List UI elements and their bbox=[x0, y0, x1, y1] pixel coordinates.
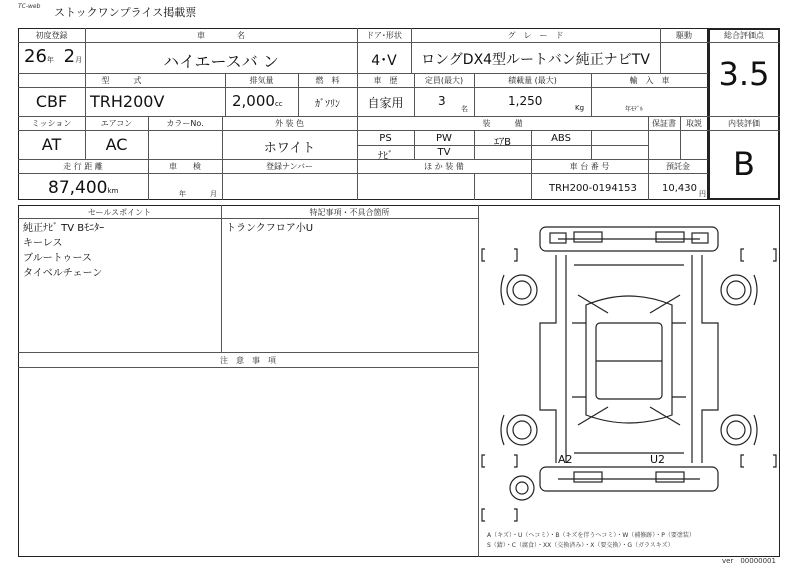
equip-ps: PS bbox=[379, 133, 392, 144]
load-unit: Kg bbox=[575, 104, 585, 112]
label-fuel: 燃 料 bbox=[315, 76, 340, 85]
damage-mark-a2: A2 bbox=[558, 453, 573, 466]
model-prefix-value: CBF bbox=[35, 92, 68, 111]
legend-line-1: A（キズ）・U（ヘコミ）・B（キズを伴うヘコミ）・W（補修跡）・P（要塗装） bbox=[487, 532, 695, 539]
label-chassis: 車 台 番 号 bbox=[569, 162, 610, 171]
mission-value: AT bbox=[41, 135, 62, 154]
label-equipment: 装 備 bbox=[482, 119, 523, 128]
deposit-unit: 円 bbox=[699, 190, 706, 198]
label-type: 型 式 bbox=[101, 76, 142, 85]
inspection-year: 年 bbox=[179, 190, 186, 198]
label-overall-score: 総合評価点 bbox=[724, 31, 764, 40]
grade-value: ロングDX4型ルートバン純正ナビTV bbox=[421, 52, 650, 68]
special-notes-list bbox=[226, 221, 313, 236]
aircon-value: AC bbox=[105, 135, 128, 154]
equip-airbag: ｴｱB bbox=[494, 137, 511, 148]
overall-score-value: 3.5 bbox=[718, 55, 770, 93]
history-value: 自家用 bbox=[367, 96, 404, 110]
label-other-equipment: ほ か 装 備 bbox=[424, 162, 464, 171]
damage-mark-u2: U2 bbox=[650, 453, 666, 466]
deposit-value: 10,430 bbox=[662, 183, 697, 194]
version-label: ver 00000001 bbox=[722, 557, 776, 565]
list-item: トランクフロア小U bbox=[226, 223, 314, 234]
load-value: 1,250 bbox=[508, 94, 543, 108]
label-history: 車 歴 bbox=[373, 76, 398, 85]
equip-navi: ﾅﾋﾞ bbox=[378, 151, 393, 162]
inspection-month: 月 bbox=[210, 190, 217, 198]
car-name-value: ハイエースバ ン bbox=[163, 52, 279, 71]
label-import: 輸 入 車 bbox=[629, 76, 670, 85]
label-aircon: エアコン bbox=[100, 119, 133, 128]
label-plate: 登録ナンバー bbox=[265, 162, 314, 171]
label-inspection: 車 検 bbox=[169, 162, 201, 171]
capacity-value: 3 bbox=[438, 94, 446, 108]
label-warranty: 保証書 bbox=[652, 119, 676, 128]
label-first-reg: 初度登録 bbox=[35, 31, 68, 40]
list-item: ブルートゥース bbox=[23, 253, 92, 264]
vehicle-diagram bbox=[478, 205, 780, 557]
label-sales-points: セールスポイント bbox=[87, 208, 152, 217]
exterior-value: ホワイト bbox=[263, 141, 316, 156]
label-manual: 取説 bbox=[686, 119, 702, 128]
label-mission: ミッション bbox=[31, 119, 72, 128]
label-caution: 注 意 事 項 bbox=[220, 356, 276, 365]
equip-abs: ABS bbox=[551, 133, 571, 144]
label-door-type: ドア･形状 bbox=[366, 31, 402, 40]
label-deposit: 預託金 bbox=[666, 162, 690, 171]
sales-points-list bbox=[23, 221, 104, 281]
list-item: 純正ﾅﾋﾞ TV Bﾓﾆﾀｰ bbox=[23, 223, 105, 234]
label-capacity: 定員(最大) bbox=[424, 76, 464, 85]
equip-tv: TV bbox=[437, 147, 451, 158]
label-mileage: 走 行 距 離 bbox=[63, 162, 103, 171]
model-year-label: 年ﾓﾃﾞﾙ bbox=[625, 106, 644, 113]
label-exterior: 外 装 色 bbox=[274, 119, 305, 128]
interior-score-value: B bbox=[733, 145, 755, 183]
label-special-notes: 特記事項・不具合箇所 bbox=[309, 208, 390, 217]
logo: TC-web bbox=[18, 3, 41, 10]
list-item: タイベルチェーン bbox=[23, 268, 103, 279]
list-item: キーレス bbox=[23, 238, 63, 249]
model-value: TRH200V bbox=[90, 92, 165, 111]
equip-pw: PW bbox=[436, 133, 452, 144]
door-type-value: 4･V bbox=[371, 53, 397, 69]
label-load: 積載量 (最大) bbox=[508, 76, 557, 85]
label-car-name: 車 名 bbox=[197, 31, 245, 40]
label-color-no: カラーNo. bbox=[166, 119, 204, 128]
label-interior-score: 内装評価 bbox=[728, 119, 760, 128]
label-drive: 駆動 bbox=[676, 31, 692, 40]
fuel-value: ｶﾞｿﾘﾝ bbox=[315, 99, 340, 110]
capacity-unit: 名 bbox=[461, 105, 468, 113]
first-reg-value: 26年 2月 bbox=[24, 46, 83, 67]
legend-line-2: S（錆）・C（腐食）・XX（交換済み）・X（要交換）・G（ガラスキズ） bbox=[487, 542, 674, 549]
page-title: ストックワンプライス掲載票 bbox=[54, 6, 197, 19]
label-grade: グ レ ー ド bbox=[507, 31, 564, 40]
displacement-value: 2,000cc bbox=[232, 92, 283, 110]
label-displacement: 排気量 bbox=[249, 76, 274, 85]
chassis-value: TRH200-0194153 bbox=[549, 183, 637, 194]
mileage-value: 87,400km bbox=[48, 178, 119, 198]
